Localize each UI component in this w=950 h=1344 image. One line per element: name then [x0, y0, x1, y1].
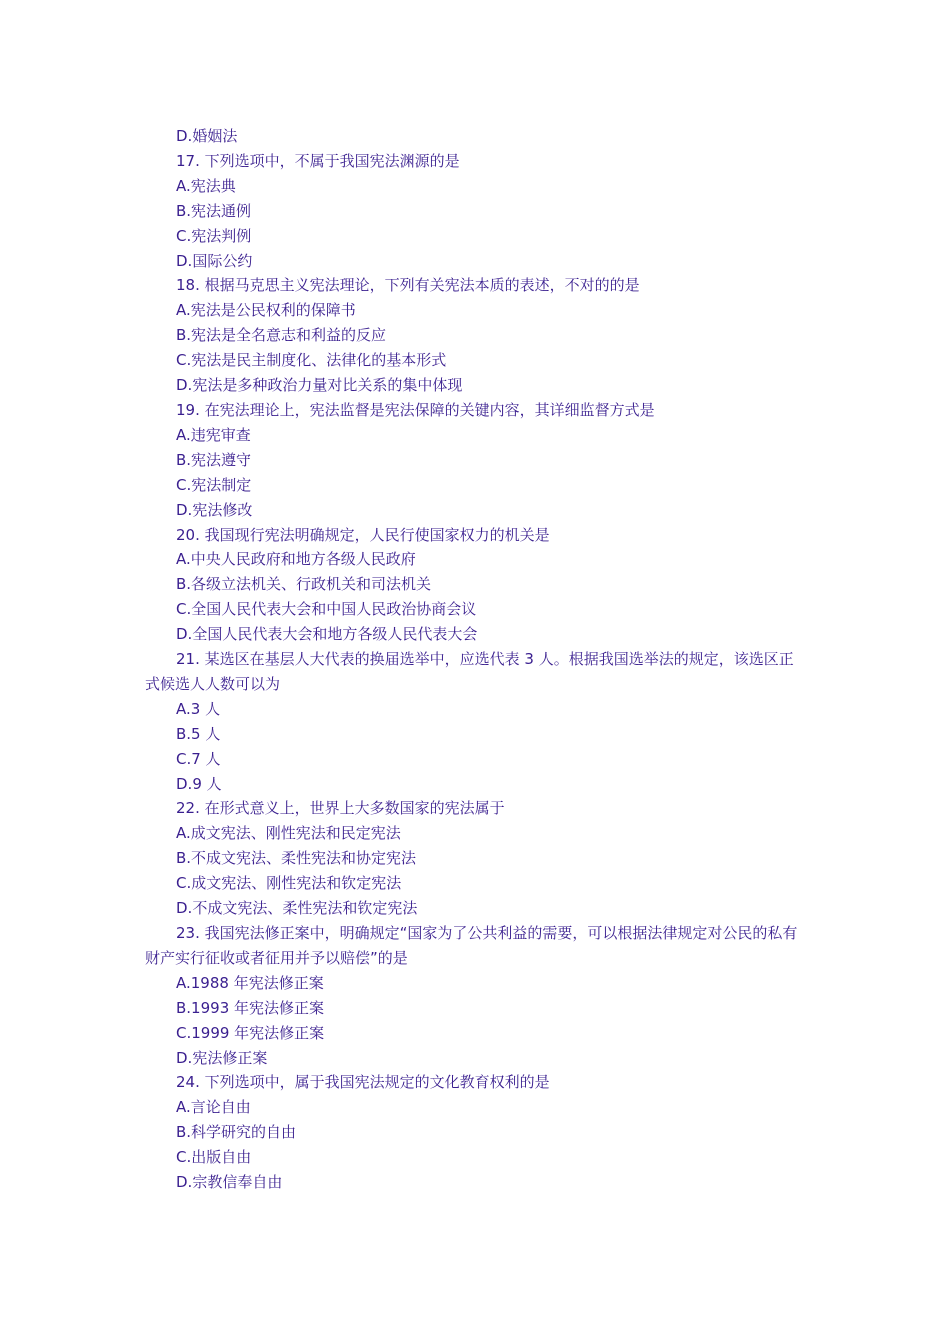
option-line: D.国际公约	[176, 251, 253, 270]
option-line: D.宪法是多种政治力量对比关系的集中体现	[176, 376, 463, 395]
question-line: 23. 我国宪法修正案中，明确规定“国家为了公共利益的需要，可以根据法律规定对公民的私有财产实行征收或者征用并予以赔偿”的是	[145, 924, 798, 967]
option-line: A.中央人民政府和地方各级人民政府	[176, 550, 416, 569]
question-line: 20. 我国现行宪法明确规定，人民行使国家权力的机关是	[176, 525, 550, 544]
question-line: 19. 在宪法理论上，宪法监督是宪法保障的关键内容，其详细监督方式是	[176, 400, 655, 419]
question-line: 18. 根据马克思主义宪法理论，下列有关宪法本质的表述，不对的的是	[176, 276, 640, 295]
option-line: B.各级立法机关、行政机关和司法机关	[176, 575, 432, 594]
option-line: C.全国人民代表大会和中国人民政治协商会议	[176, 600, 477, 619]
option-line: A.言论自由	[176, 1098, 251, 1117]
option-line: A.宪法是公民权利的保障书	[176, 301, 356, 320]
option-line: D.不成文宪法、柔性宪法和钦定宪法	[176, 899, 418, 918]
option-line: D.全国人民代表大会和地方各级人民代表大会	[176, 625, 478, 644]
document-body	[145, 124, 805, 1195]
option-line: B.不成文宪法、柔性宪法和协定宪法	[176, 849, 417, 868]
question-line: 17. 下列选项中，不属于我国宪法渊源的是	[176, 151, 460, 170]
option-line: B.5 人	[176, 724, 221, 743]
option-line: B.1993 年宪法修正案	[176, 998, 325, 1017]
option-line: A.违宪审查	[176, 425, 251, 444]
option-line: D.婚姻法	[176, 127, 238, 145]
option-line: C.7 人	[176, 749, 221, 768]
option-line: D.宪法修正案	[176, 1048, 268, 1067]
option-line: B.宪法通例	[176, 201, 252, 220]
option-line: B.宪法是全名意志和利益的反应	[176, 326, 387, 345]
option-line: A.3 人	[176, 699, 221, 718]
question-line: 22. 在形式意义上，世界上大多数国家的宪法属于	[176, 799, 505, 818]
question-line: 21. 某选区在基层人大代表的换届选举中，应选代表 3 人。根据我国选举法的规定，该选区正式候选人人数可以为	[145, 650, 794, 693]
option-line: A.宪法典	[176, 176, 236, 195]
option-line: C.出版自由	[176, 1148, 252, 1167]
option-line: D.宪法修改	[176, 500, 253, 519]
option-line: D.宗教信奉自由	[176, 1173, 283, 1192]
option-line: C.宪法判例	[176, 226, 252, 245]
option-line: D.9 人	[176, 774, 222, 793]
option-line: A.成文宪法、刚性宪法和民定宪法	[176, 824, 401, 843]
option-line: B.宪法遵守	[176, 450, 252, 469]
option-line: C.1999 年宪法修正案	[176, 1023, 325, 1042]
question-line: 24. 下列选项中，属于我国宪法规定的文化教育权利的是	[176, 1073, 550, 1092]
option-line: A.1988 年宪法修正案	[176, 973, 324, 992]
option-line: B.科学研究的自由	[176, 1123, 297, 1142]
option-line: C.成文宪法、刚性宪法和钦定宪法	[176, 874, 402, 893]
option-line: C.宪法是民主制度化、法律化的基本形式	[176, 351, 447, 370]
option-line: C.宪法制定	[176, 475, 252, 494]
